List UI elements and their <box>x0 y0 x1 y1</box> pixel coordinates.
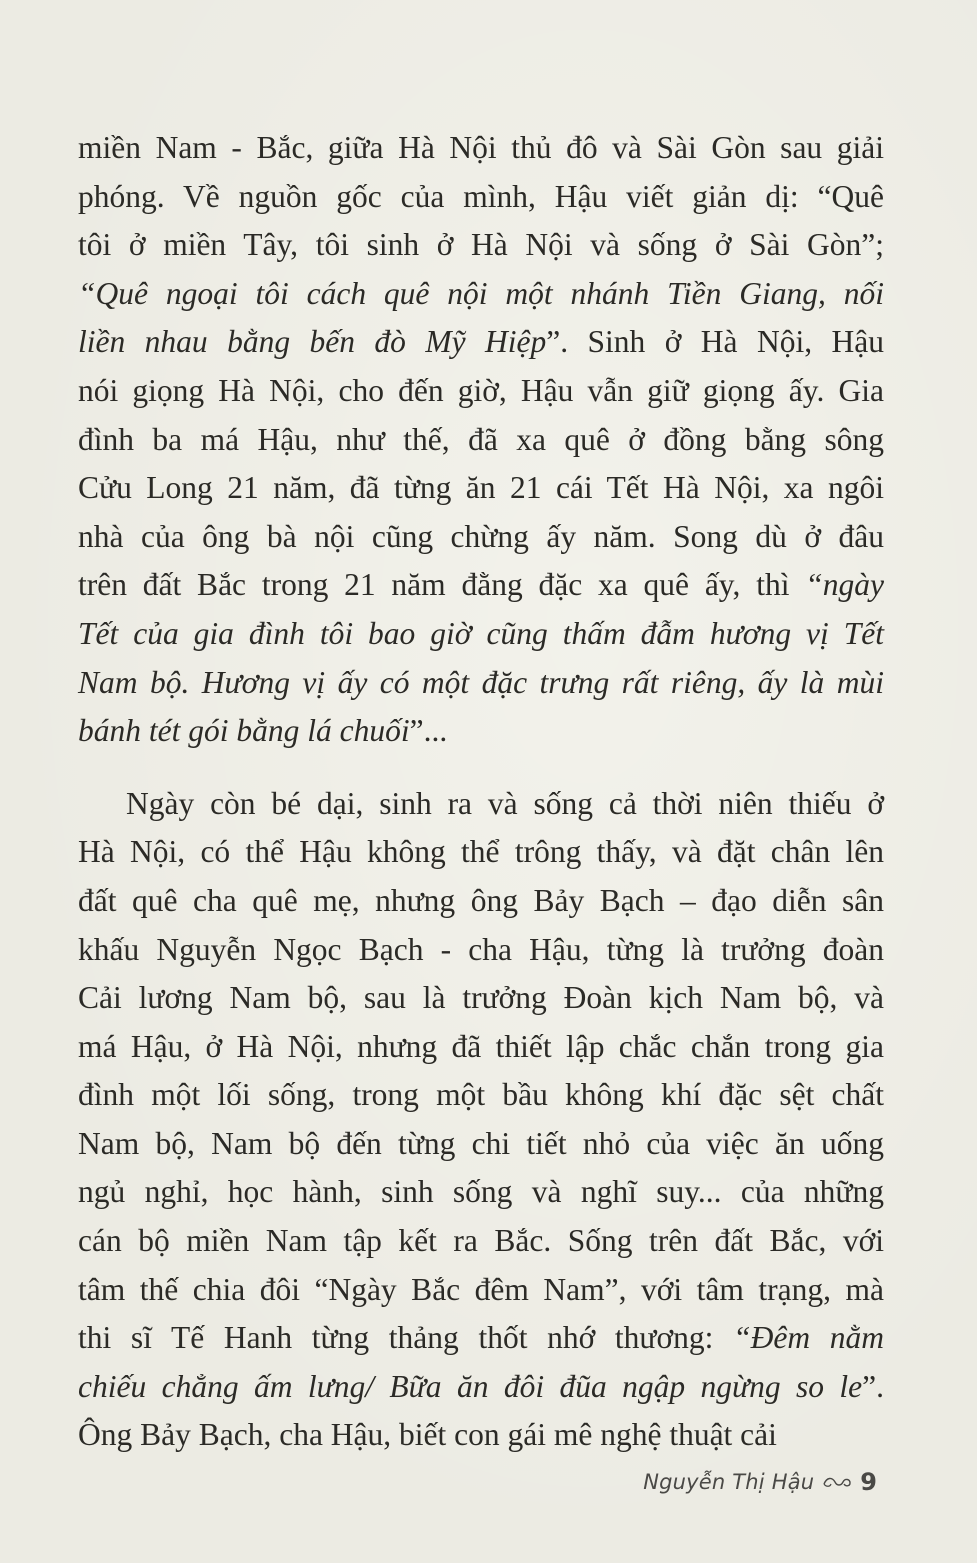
text-line: đất quê cha quê mẹ, nhưng ông Bảy Bạch – đạo diễn sân <box>78 882 884 918</box>
italic-span: Nam bộ. Hương vị ấy có một đặc trưng rất riêng, ấy là mùi <box>78 664 884 700</box>
italic-span: bánh tét gói bằng lá chuối <box>78 713 410 749</box>
text-line: Ông Bảy Bạch, cha Hậu, biết con gái mê nghệ thuật cải <box>78 1417 777 1453</box>
text-line: má Hậu, ở Hà Nội, nhưng đã thiết lập chắc chắn trong gia <box>78 1028 884 1064</box>
text-line: phóng. Về nguồn gốc của mình, Hậu viết giản dị: “Quê <box>78 178 884 214</box>
italic-span: Tết của gia đình tôi bao giờ cũng thấm đẫm hương vị Tết <box>78 615 884 651</box>
text-line: tâm thế chia đôi “Ngày Bắc đêm Nam”, với tâm trạng, mà <box>78 1271 884 1307</box>
text-line <box>78 659 884 708</box>
text-line: bánh tét gói bằng lá chuối”... <box>78 713 448 749</box>
italic-span: “Quê ngoại tôi cách quê nội một nhánh Tiền Giang, nối <box>78 275 884 311</box>
text-line: khấu Nguyễn Ngọc Bạch - cha Hậu, từng là trưởng đoàn <box>78 931 884 967</box>
text-line: tôi ở miền Tây, tôi sinh ở Hà Nội và sống ở Sài Gòn”; <box>78 227 884 263</box>
italic-span: “Đêm nằm <box>733 1320 884 1356</box>
page-number: 9 <box>860 1468 877 1496</box>
text-line: ngủ nghỉ, học hành, sinh sống và nghĩ suy... của những <box>78 1174 884 1210</box>
text-line: đình ba má Hậu, như thế, đã xa quê ở đồng bằng sông <box>78 421 884 457</box>
text-line: Hà Nội, có thể Hậu không thể trông thấy, và đặt chân lên <box>78 834 884 870</box>
text-line: Cửu Long 21 năm, đã từng ăn 21 cái Tết Hà Nội, xa ngôi <box>78 470 884 506</box>
paragraph-2 <box>78 780 884 1460</box>
italic-span: chiếu chẳng ấm lưng/ Bữa ăn đôi đũa ngập ngừng so le <box>78 1368 863 1404</box>
text-line: miền Nam - Bắc, giữa Hà Nội thủ đô và Sài Gòn sau giải <box>78 130 884 165</box>
text-line: nhà của ông bà nội cũng chừng ấy năm. Song dù ở đâu <box>78 518 884 554</box>
text-line: trên đất Bắc trong 21 năm đằng đặc xa quê ấy, thì “ngày <box>78 567 884 603</box>
body-text <box>78 124 884 1460</box>
scroll-ornament-icon <box>822 1475 852 1489</box>
page-footer <box>643 1462 877 1502</box>
text-line: nói giọng Hà Nội, cho đến giờ, Hậu vẫn giữ giọng ấy. Gia <box>78 372 884 408</box>
italic-span: liền nhau bằng bến đò Mỹ Hiệp <box>78 324 547 360</box>
text-line: Nam bộ, Nam bộ đến từng chi tiết nhỏ của việc ăn uống <box>78 1125 884 1161</box>
paragraph-1 <box>78 124 884 756</box>
text-line: thi sĩ Tế Hanh từng thảng thốt nhớ thương: “Đêm nằm <box>78 1320 884 1356</box>
text-line: liền nhau bằng bến đò Mỹ Hiệp”. Sinh ở Hà Nội, Hậu <box>78 324 884 360</box>
text-line: Ngày còn bé dại, sinh ra và sống cả thời niên thiếu ở <box>126 785 884 821</box>
paragraph-gap <box>78 756 884 780</box>
text-line: Cải lương Nam bộ, sau là trưởng Đoàn kịch Nam bộ, và <box>78 980 884 1016</box>
italic-span: “ngày <box>805 567 884 603</box>
running-footer-author: Nguyễn Thị Hậu <box>643 1470 815 1494</box>
text-line: đình một lối sống, trong một bầu không khí đặc sệt chất <box>78 1077 884 1113</box>
text-line <box>78 610 884 659</box>
text-line: cán bộ miền Nam tập kết ra Bắc. Sống trên đất Bắc, với <box>78 1223 884 1259</box>
text-line: chiếu chẳng ấm lưng/ Bữa ăn đôi đũa ngập ngừng so le”. <box>78 1368 884 1404</box>
text-line <box>78 270 884 319</box>
